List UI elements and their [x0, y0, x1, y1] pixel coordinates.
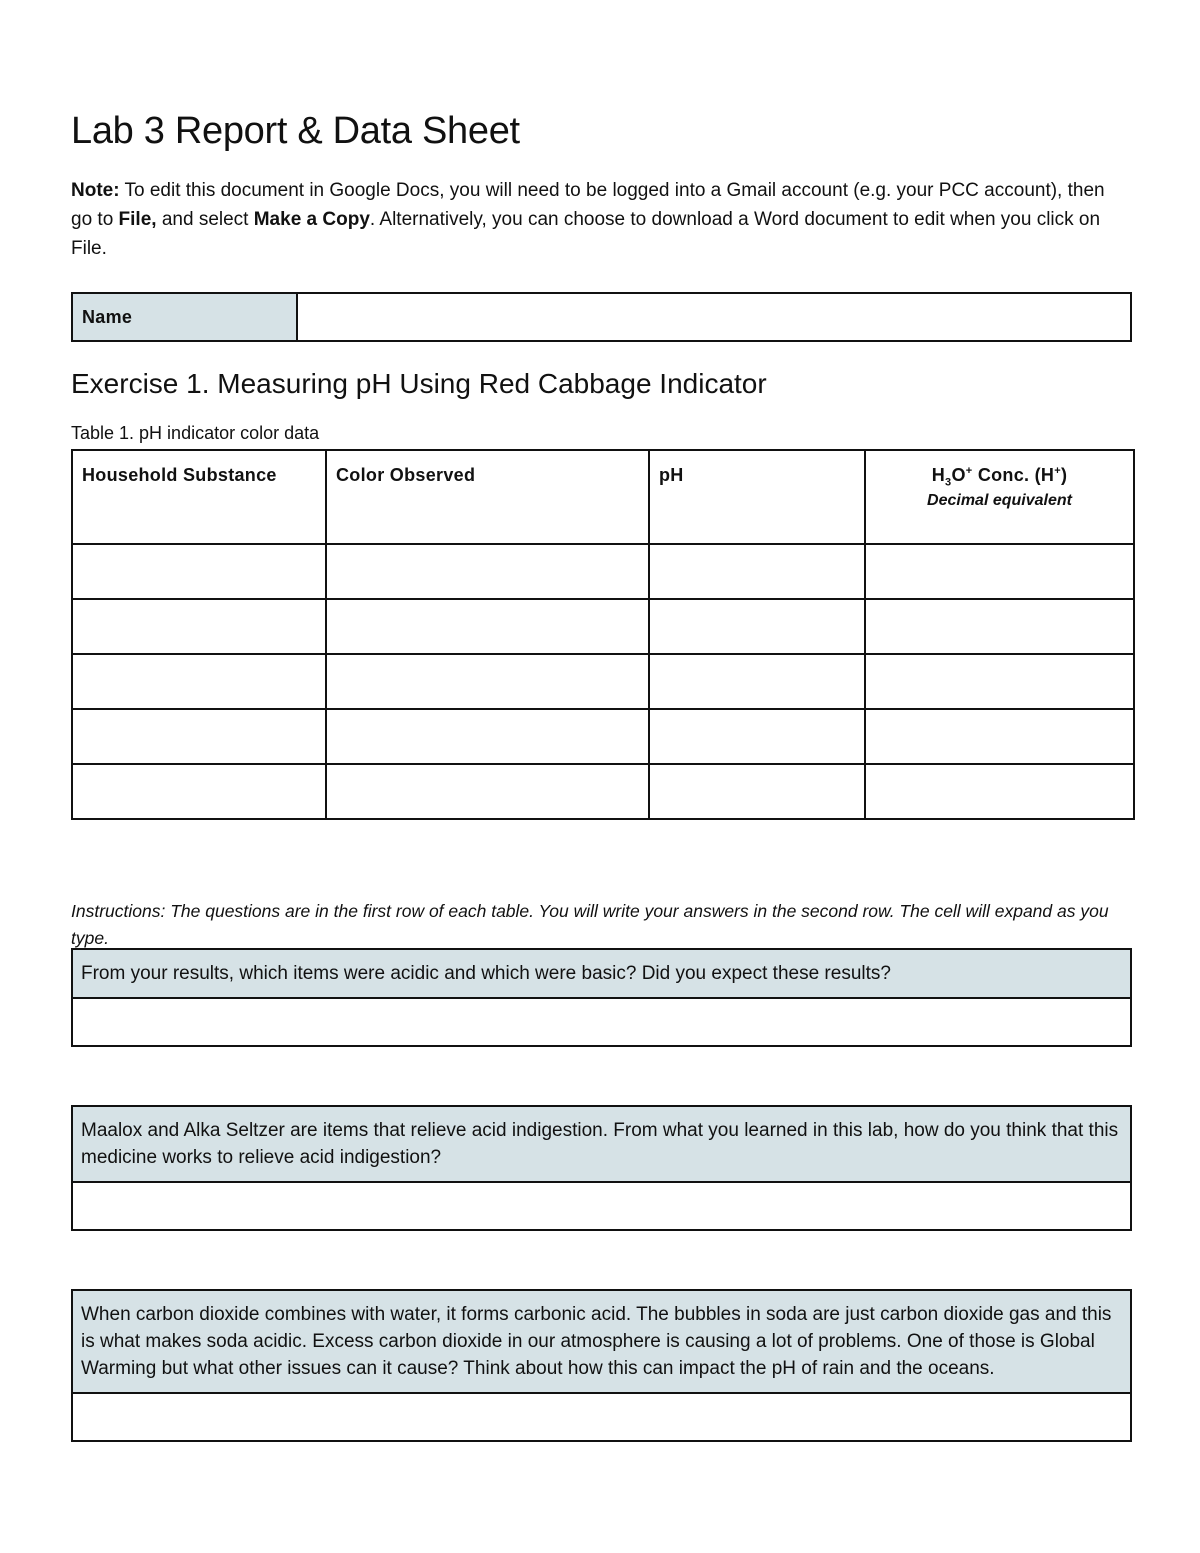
- col-decimal-equivalent: Decimal equivalent: [927, 491, 1072, 509]
- table-cell[interactable]: [649, 599, 865, 654]
- note-text-2: and select: [156, 209, 254, 230]
- note-label: Note:: [71, 180, 120, 201]
- table-cell[interactable]: [326, 599, 649, 654]
- table-header-row: [72, 450, 1134, 544]
- name-input-cell[interactable]: [298, 294, 1130, 340]
- col-household-substance: Household Substance: [72, 450, 326, 544]
- question-text: Maalox and Alka Seltzer are items that relieve acid indigestion. From what you learned in this lab, how do you think that this medicine works to relieve acid indigestion?: [73, 1107, 1130, 1183]
- table-cell[interactable]: [649, 709, 865, 764]
- table-cell[interactable]: [326, 709, 649, 764]
- table-row: [72, 764, 1134, 819]
- table-cell[interactable]: [865, 544, 1134, 599]
- answer-cell[interactable]: [73, 999, 1130, 1045]
- col-h3o-concentration: $H_3O^+$ Conc. (H+) Decimal equivalent: [865, 450, 1134, 544]
- table-row: [72, 709, 1134, 764]
- table-cell[interactable]: [865, 709, 1134, 764]
- answer-cell[interactable]: [73, 1394, 1130, 1440]
- note-file-bold: File,: [118, 209, 157, 230]
- note-paragraph: [71, 176, 1121, 263]
- table-cell[interactable]: [326, 654, 649, 709]
- table-row: [72, 599, 1134, 654]
- table-cell[interactable]: [326, 764, 649, 819]
- note-text-1: To edit this document in Google Docs, you will need to be logged into a Gmail account (e.g. your PCC account), then go to: [71, 180, 1105, 230]
- question-text: From your results, which items were acidic and which were basic? Did you expect these results?: [73, 950, 1130, 999]
- table-cell[interactable]: [649, 544, 865, 599]
- table-cell[interactable]: [649, 764, 865, 819]
- table-cell[interactable]: [326, 544, 649, 599]
- col-ph: pH: [649, 450, 865, 544]
- table-cell[interactable]: [72, 599, 326, 654]
- table-cell[interactable]: [649, 654, 865, 709]
- table-row: [72, 654, 1134, 709]
- exercise-1-heading: Exercise 1. Measuring pH Using Red Cabbage Indicator: [71, 368, 767, 399]
- table-cell[interactable]: [72, 544, 326, 599]
- table-cell[interactable]: [865, 599, 1134, 654]
- question-box-1: [71, 948, 1132, 1047]
- ph-data-table: [71, 449, 1135, 820]
- col-color-observed: Color Observed: [326, 450, 649, 544]
- question-text: When carbon dioxide combines with water, it forms carbonic acid. The bubbles in soda are just carbon dioxide gas and this is what makes soda acidic. Excess carbon dioxide in our atmosphere is causing a lot of problems. One of those is Global Warming but what other issues can it cause? Think about how this can impact the pH of rain and the oceans.: [73, 1291, 1130, 1394]
- note-copy-bold: Make a Copy: [253, 209, 370, 230]
- name-label: Name: [73, 294, 298, 340]
- note-text-3: . Alternatively, you can choose to download a Word document to edit when you click on File.: [71, 209, 1101, 259]
- table-cell[interactable]: [72, 764, 326, 819]
- name-table: [71, 292, 1132, 342]
- answer-cell[interactable]: [73, 1183, 1130, 1229]
- table-cell[interactable]: [72, 709, 326, 764]
- table-cell[interactable]: [865, 764, 1134, 819]
- table-cell[interactable]: [865, 654, 1134, 709]
- instructions-text: Instructions: The questions are in the first row of each table. You will write your answers in the second row. The cell will expand as you type.: [71, 901, 1109, 948]
- page-title: Lab 3 Report & Data Sheet: [71, 110, 520, 152]
- table-row: [72, 544, 1134, 599]
- question-box-2: [71, 1105, 1132, 1231]
- question-box-3: [71, 1289, 1132, 1442]
- table-1-caption: Table 1. pH indicator color data: [71, 423, 320, 443]
- table-cell[interactable]: [72, 654, 326, 709]
